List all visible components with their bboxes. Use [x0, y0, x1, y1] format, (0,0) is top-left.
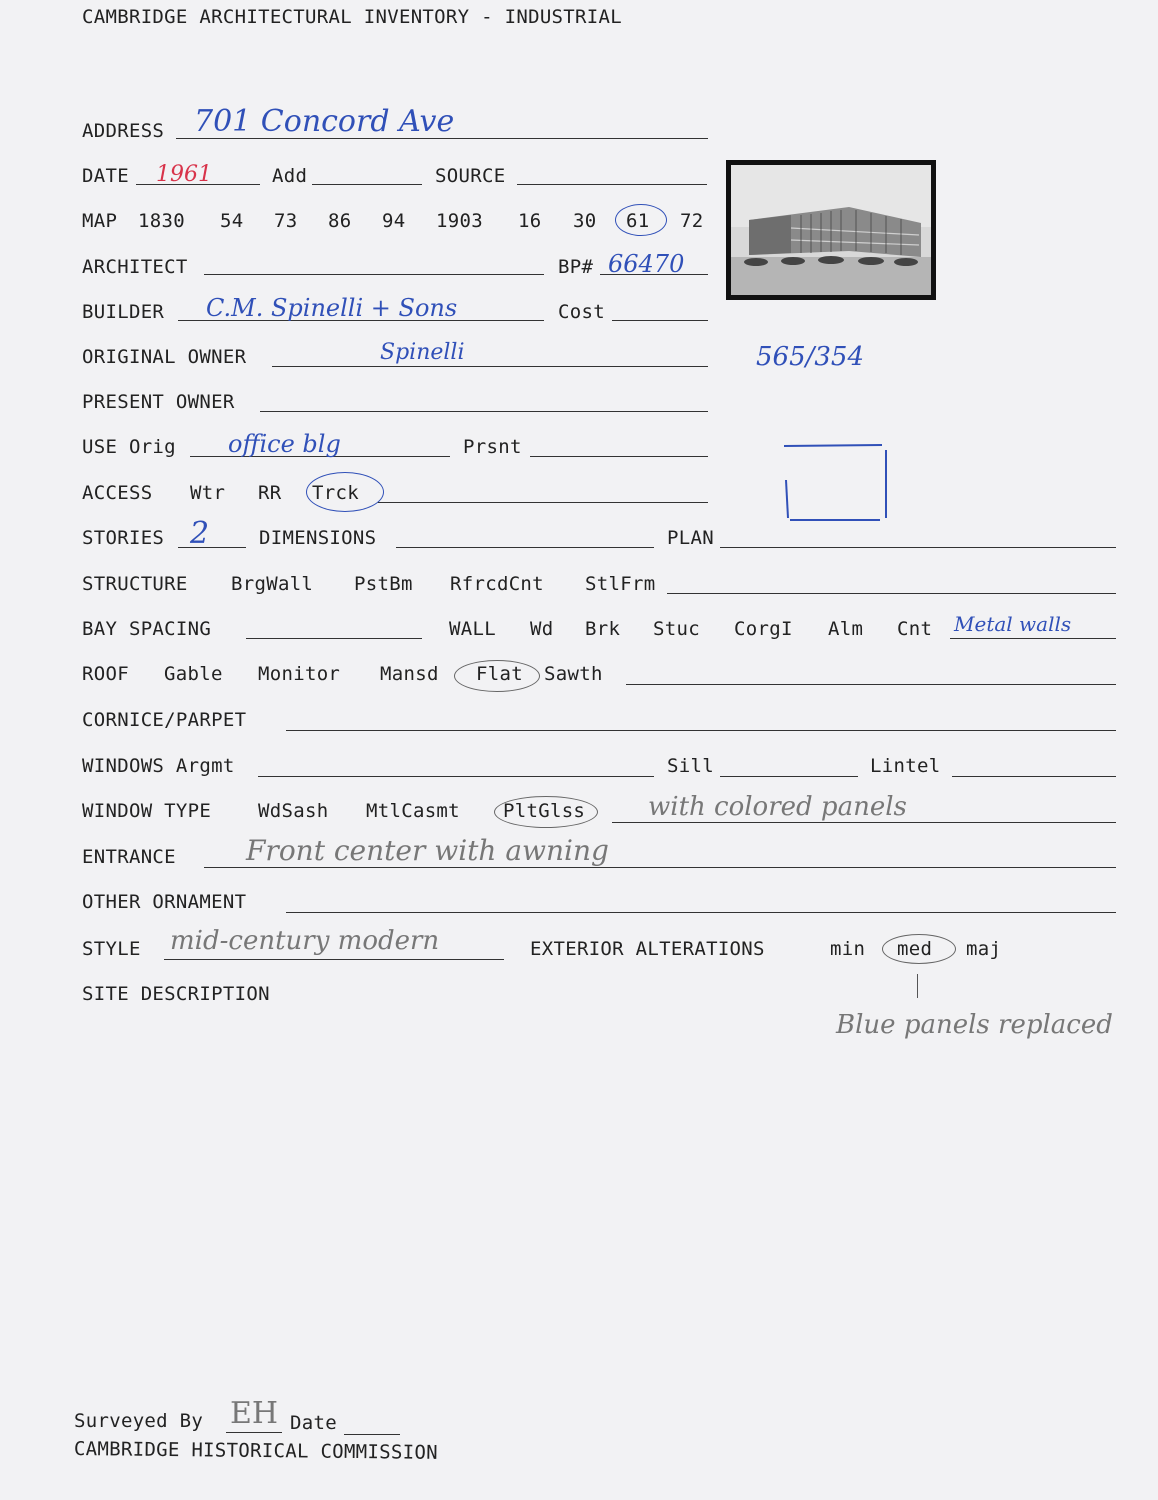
- original-owner-label: ORIGINAL OWNER: [82, 346, 247, 368]
- map-year: 30: [573, 210, 597, 232]
- wall-other-value: Metal walls: [954, 612, 1072, 636]
- alteration-pointer: [917, 974, 918, 998]
- survey-date-line: [344, 1434, 400, 1435]
- window-type-label: WINDOW TYPE: [82, 800, 212, 822]
- entrance-value: Front center with awning: [246, 834, 609, 867]
- date-label: DATE: [82, 165, 129, 187]
- roof-option: Mansd: [380, 663, 439, 685]
- alteration-option: min: [830, 938, 866, 960]
- alteration-option-circled: med: [897, 938, 933, 960]
- bay-spacing-line: [246, 638, 422, 639]
- exterior-alterations-label: EXTERIOR ALTERATIONS: [530, 938, 765, 960]
- map-year: 86: [328, 210, 352, 232]
- bp-label: BP#: [558, 256, 594, 278]
- roof-circle-mark: [454, 660, 540, 692]
- wall-option: Wd: [530, 618, 554, 640]
- roof-line: [626, 684, 1116, 685]
- entrance-label: ENTRANCE: [82, 846, 176, 868]
- map-year: 73: [274, 210, 298, 232]
- access-option-circled: Trck: [312, 482, 359, 504]
- map-year-circled: 61: [626, 210, 650, 232]
- surveyed-by-value: EH: [230, 1396, 279, 1431]
- style-label: STYLE: [82, 938, 141, 960]
- form-header: CAMBRIDGE ARCHITECTURAL INVENTORY - INDUSTRIAL: [82, 6, 622, 28]
- entrance-line: [204, 867, 1116, 868]
- cornice-label: CORNICE/PARPET: [82, 709, 247, 731]
- wall-label: WALL: [449, 618, 496, 640]
- architect-line: [204, 274, 544, 275]
- wall-option: Stuc: [653, 618, 700, 640]
- address-label: ADDRESS: [82, 120, 165, 142]
- present-owner-line: [260, 411, 708, 412]
- window-type-circle-mark: [494, 796, 598, 828]
- roof-option: Monitor: [258, 663, 341, 685]
- windows-argmt-line: [258, 776, 654, 777]
- sketch-box: [778, 440, 892, 526]
- alterations-circle-mark: [882, 934, 956, 964]
- footer-organization: CAMBRIDGE HISTORICAL COMMISSION: [73, 1438, 439, 1464]
- window-type-other-value: with colored panels: [648, 792, 907, 822]
- stories-value: 2: [190, 516, 210, 551]
- original-owner-line: [272, 366, 708, 367]
- sill-label: Sill: [667, 755, 714, 777]
- wall-option: Alm: [828, 618, 864, 640]
- survey-date-label: Date: [290, 1412, 337, 1434]
- site-description-label: SITE DESCRIPTION: [82, 983, 270, 1005]
- other-ornament-line: [286, 912, 1116, 913]
- style-line: [164, 959, 504, 960]
- plan-label: PLAN: [667, 527, 714, 549]
- lintel-label: Lintel: [870, 755, 941, 777]
- structure-option: BrgWall: [231, 573, 314, 595]
- roof-option: Sawth: [544, 663, 603, 685]
- structure-option: StlFrm: [585, 573, 656, 595]
- cornice-line: [286, 730, 1116, 731]
- structure-line: [667, 593, 1116, 594]
- access-label: ACCESS: [82, 482, 153, 504]
- bay-spacing-label: BAY SPACING: [82, 618, 212, 640]
- style-value: mid-century modern: [170, 926, 440, 956]
- stories-label: STORIES: [82, 527, 165, 549]
- window-type-option: WdSash: [258, 800, 329, 822]
- stories-line: [178, 547, 246, 548]
- map-label: MAP: [82, 210, 118, 232]
- map-year: 72: [680, 210, 704, 232]
- window-type-option: MtlCasmt: [366, 800, 460, 822]
- building-photo: [726, 160, 936, 300]
- lintel-line: [952, 776, 1116, 777]
- windows-argmt-label: WINDOWS Argmt: [82, 755, 235, 777]
- plan-line: [720, 547, 1116, 548]
- other-ornament-label: OTHER ORNAMENT: [82, 891, 247, 913]
- structure-option: PstBm: [354, 573, 413, 595]
- window-type-option-circled: PltGlss: [503, 800, 586, 822]
- surveyed-by-line: [226, 1432, 282, 1433]
- add-line: [312, 184, 422, 185]
- alteration-note: Blue panels replaced: [836, 1010, 1113, 1040]
- access-option: RR: [258, 482, 282, 504]
- source-label: SOURCE: [435, 165, 506, 187]
- reference-number: 565/354: [756, 342, 865, 372]
- roof-option: Gable: [164, 663, 223, 685]
- add-label: Add: [272, 165, 308, 187]
- map-year: 16: [518, 210, 542, 232]
- alteration-option: maj: [966, 938, 1002, 960]
- window-type-line: [612, 822, 1116, 823]
- cost-label: Cost: [558, 301, 605, 323]
- source-line: [517, 184, 707, 185]
- architect-label: ARCHITECT: [82, 256, 188, 278]
- roof-label: ROOF: [82, 663, 129, 685]
- map-year: 1903: [436, 210, 483, 232]
- use-orig-label: USE Orig: [82, 436, 176, 458]
- cost-line: [612, 320, 708, 321]
- prsnt-label: Prsnt: [463, 436, 522, 458]
- use-orig-value: office blg: [228, 430, 341, 458]
- structure-label: STRUCTURE: [82, 573, 188, 595]
- bp-value: 66470: [608, 250, 685, 278]
- wall-option: Cnt: [897, 618, 933, 640]
- map-year: 94: [382, 210, 406, 232]
- wall-other-line: [950, 638, 1116, 639]
- wall-option: CorgI: [734, 618, 793, 640]
- map-circle-mark: [615, 204, 667, 236]
- date-value: 1961: [156, 162, 212, 187]
- map-year: 1830: [138, 210, 185, 232]
- wall-option: Brk: [585, 618, 621, 640]
- builder-label: BUILDER: [82, 301, 165, 323]
- address-value: 701 Concord Ave: [194, 104, 455, 139]
- map-year: 54: [220, 210, 244, 232]
- access-option: Wtr: [190, 482, 226, 504]
- roof-option-circled: Flat: [476, 663, 523, 685]
- builder-value: C.M. Spinelli + Sons: [206, 294, 458, 322]
- dimensions-label: DIMENSIONS: [259, 527, 377, 549]
- access-line: [378, 502, 708, 503]
- dimensions-line: [396, 547, 654, 548]
- prsnt-line: [530, 456, 708, 457]
- structure-option: RfrcdCnt: [450, 573, 544, 595]
- surveyed-by-label: Surveyed By: [74, 1410, 204, 1432]
- sill-line: [720, 776, 858, 777]
- present-owner-label: PRESENT OWNER: [82, 391, 235, 413]
- access-circle-mark: [306, 472, 384, 512]
- original-owner-value: Spinelli: [380, 340, 465, 365]
